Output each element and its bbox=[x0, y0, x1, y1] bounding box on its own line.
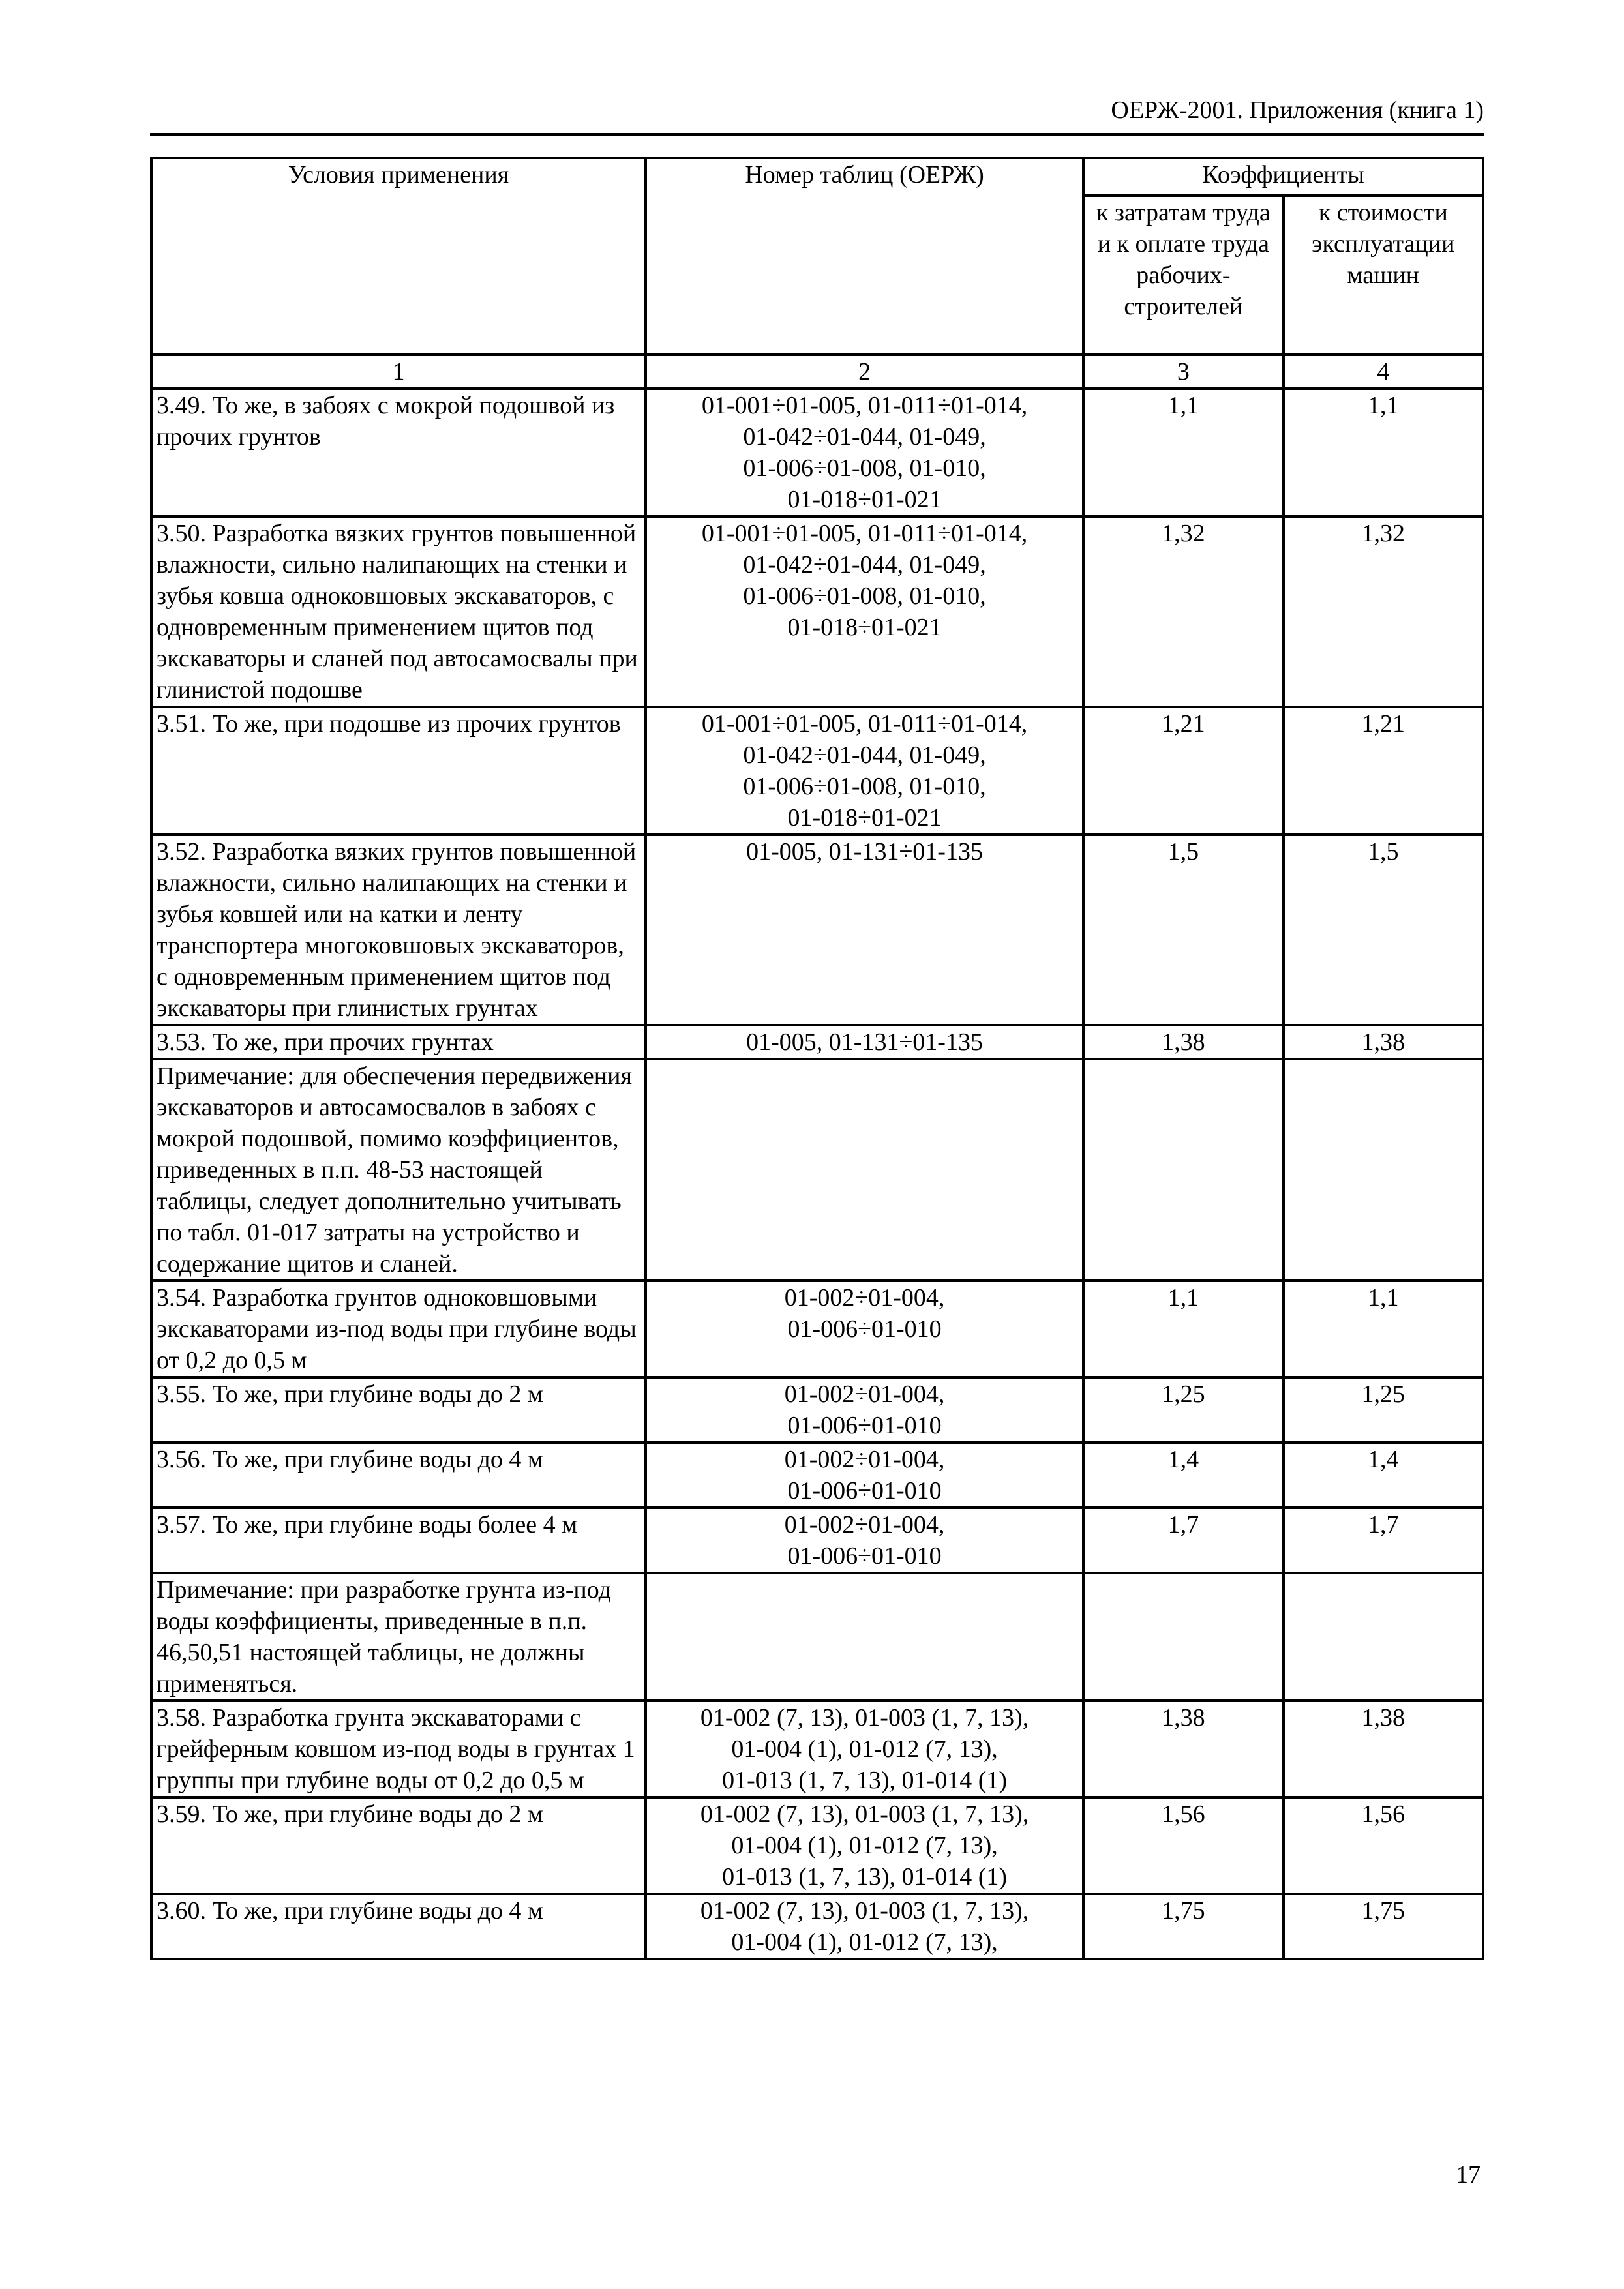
table-number-line: 01-013 (1, 7, 13), 01-014 (1) bbox=[722, 1767, 1008, 1794]
table-row bbox=[151, 707, 1483, 835]
condition-cell: 3.53. То же, при прочих грунтах bbox=[151, 1025, 646, 1059]
table-row bbox=[151, 1508, 1483, 1573]
machines-coefficient-cell: 1,1 bbox=[1284, 389, 1483, 516]
machines-coefficient-cell: 1,7 bbox=[1284, 1508, 1483, 1573]
table-number-line: 01-006÷01-008, 01-010, bbox=[743, 455, 986, 482]
labor-coefficient-cell bbox=[1083, 1573, 1283, 1701]
table-row bbox=[151, 1281, 1483, 1377]
machines-coefficient-cell: 1,21 bbox=[1284, 707, 1483, 835]
labor-coefficient-cell: 1,75 bbox=[1083, 1894, 1283, 1959]
machines-coefficient-cell: 1,32 bbox=[1284, 516, 1483, 707]
table-numbers-cell bbox=[646, 1281, 1083, 1377]
condition-cell: 3.51. То же, при подошве из прочих грунтов bbox=[151, 707, 646, 835]
table-numbers-cell bbox=[646, 835, 1083, 1025]
table-row bbox=[151, 1443, 1483, 1508]
column-number: 4 bbox=[1284, 355, 1483, 389]
table-row bbox=[151, 389, 1483, 516]
labor-coefficient-cell: 1,38 bbox=[1083, 1025, 1283, 1059]
table-numbers-cell bbox=[646, 1443, 1083, 1508]
header-conditions: Условия применения bbox=[151, 158, 646, 355]
condition-cell: 3.59. То же, при глубине воды до 2 м bbox=[151, 1797, 646, 1894]
machines-coefficient-cell: 1,25 bbox=[1284, 1377, 1483, 1443]
table-row bbox=[151, 1377, 1483, 1443]
table-number-line: 01-013 (1, 7, 13), 01-014 (1) bbox=[722, 1863, 1008, 1891]
table-numbers-cell bbox=[646, 1025, 1083, 1059]
table-number-line: 01-001÷01-005, 01-011÷01-014, bbox=[701, 392, 1028, 419]
labor-coefficient-cell: 1,21 bbox=[1083, 707, 1283, 835]
table-number-line: 01-018÷01-021 bbox=[787, 804, 942, 831]
table-numbers-cell bbox=[646, 1508, 1083, 1573]
header-table-numbers: Номер таблиц (ОЕРЖ) bbox=[646, 158, 1083, 355]
table-numbers-cell bbox=[646, 707, 1083, 835]
table-row bbox=[151, 1797, 1483, 1894]
condition-cell: Примечание: при разработке грунта из-под воды коэффициенты, приведенные в п.п. 46,50,51 настоящей таблицы, не должны применяться. bbox=[151, 1573, 646, 1701]
machines-coefficient-cell: 1,75 bbox=[1284, 1894, 1483, 1959]
table-body bbox=[151, 389, 1483, 1959]
machines-coefficient-cell bbox=[1284, 1573, 1483, 1701]
header-coefficients: Коэффициенты bbox=[1083, 158, 1483, 196]
table-number-line: 01-002÷01-004, bbox=[784, 1381, 945, 1408]
table-number-line: 01-005, 01-131÷01-135 bbox=[746, 838, 983, 865]
table-number-line: 01-042÷01-044, 01-049, bbox=[743, 741, 986, 769]
table-number-line: 01-006÷01-008, 01-010, bbox=[743, 773, 986, 800]
condition-cell: Примечание: для обеспечения передвижения экскаваторов и автосамосвалов в забоях с мокрой подошвой, помимо коэффициентов, приведенных в п.п. 48-53 настоящей таблицы, следует дополнительно учитывать по табл. 01-017 затраты на устройство и содержание щитов и сланей. bbox=[151, 1059, 646, 1281]
machines-coefficient-cell: 1,1 bbox=[1284, 1281, 1483, 1377]
header-machines: к стоимости эксплуатации машин bbox=[1284, 196, 1483, 355]
table-number-line: 01-002÷01-004, bbox=[784, 1446, 945, 1473]
column-number: 3 bbox=[1083, 355, 1283, 389]
table-numbers-cell bbox=[646, 389, 1083, 516]
header-title: ОЕРЖ-2001. Приложения (книга 1) bbox=[1111, 97, 1484, 124]
condition-cell: 3.60. То же, при глубине воды до 4 м bbox=[151, 1894, 646, 1959]
table-number-line: 01-006÷01-008, 01-010, bbox=[743, 582, 986, 610]
machines-coefficient-cell: 1,38 bbox=[1284, 1025, 1483, 1059]
machines-coefficient-cell: 1,56 bbox=[1284, 1797, 1483, 1894]
table-number-line: 01-006÷01-010 bbox=[787, 1542, 942, 1570]
table-number-line: 01-004 (1), 01-012 (7, 13), bbox=[731, 1735, 998, 1763]
table-number-line: 01-004 (1), 01-012 (7, 13), bbox=[731, 1832, 998, 1859]
table-row bbox=[151, 835, 1483, 1025]
table-numbers-cell bbox=[646, 1377, 1083, 1443]
table-number-line: 01-018÷01-021 bbox=[787, 614, 942, 641]
labor-coefficient-cell: 1,1 bbox=[1083, 1281, 1283, 1377]
table-numbers-cell bbox=[646, 1701, 1083, 1797]
condition-cell: 3.55. То же, при глубине воды до 2 м bbox=[151, 1377, 646, 1443]
table-row bbox=[151, 1573, 1483, 1701]
condition-cell: 3.56. То же, при глубине воды до 4 м bbox=[151, 1443, 646, 1508]
machines-coefficient-cell: 1,4 bbox=[1284, 1443, 1483, 1508]
table-number-line: 01-004 (1), 01-012 (7, 13), bbox=[731, 1928, 998, 1956]
table-number-line: 01-005, 01-131÷01-135 bbox=[746, 1028, 983, 1056]
table-numbers-cell bbox=[646, 1797, 1083, 1894]
table-number-line: 01-001÷01-005, 01-011÷01-014, bbox=[701, 520, 1028, 547]
labor-coefficient-cell: 1,7 bbox=[1083, 1508, 1283, 1573]
labor-coefficient-cell: 1,56 bbox=[1083, 1797, 1283, 1894]
labor-coefficient-cell: 1,5 bbox=[1083, 835, 1283, 1025]
table-numbers-cell bbox=[646, 1894, 1083, 1959]
labor-coefficient-cell: 1,4 bbox=[1083, 1443, 1283, 1508]
table-number-line: 01-002 (7, 13), 01-003 (1, 7, 13), bbox=[700, 1704, 1029, 1731]
table-numbers-cell bbox=[646, 1059, 1083, 1281]
labor-coefficient-cell: 1,32 bbox=[1083, 516, 1283, 707]
table-number-line: 01-042÷01-044, 01-049, bbox=[743, 551, 986, 578]
column-number: 1 bbox=[151, 355, 646, 389]
condition-cell: 3.58. Разработка грунта экскаваторами с грейферным ковшом из-под воды в грунтах 1 группы при глубине воды от 0,2 до 0,5 м bbox=[151, 1701, 646, 1797]
table-row bbox=[151, 1701, 1483, 1797]
page-header bbox=[150, 95, 1484, 136]
condition-cell: 3.52. Разработка вязких грунтов повышенной влажности, сильно налипающих на стенки и зубья ковшей или на катки и ленту транспортера многоковшовых экскаваторов, с одновременным применением щитов под экскаваторы при глинистых грунтах bbox=[151, 835, 646, 1025]
condition-cell: 3.49. То же, в забоях с мокрой подошвой из прочих грунтов bbox=[151, 389, 646, 516]
machines-coefficient-cell: 1,5 bbox=[1284, 835, 1483, 1025]
table-number-line: 01-002÷01-004, bbox=[784, 1284, 945, 1311]
table-number-line: 01-002 (7, 13), 01-003 (1, 7, 13), bbox=[700, 1897, 1029, 1924]
table-number-line: 01-001÷01-005, 01-011÷01-014, bbox=[701, 710, 1028, 738]
labor-coefficient-cell: 1,25 bbox=[1083, 1377, 1283, 1443]
table-numbers-cell bbox=[646, 1573, 1083, 1701]
labor-coefficient-cell bbox=[1083, 1059, 1283, 1281]
table-number-line: 01-042÷01-044, 01-049, bbox=[743, 423, 986, 451]
machines-coefficient-cell: 1,38 bbox=[1284, 1701, 1483, 1797]
labor-coefficient-cell: 1,1 bbox=[1083, 389, 1283, 516]
table-number-line: 01-002÷01-004, bbox=[784, 1511, 945, 1538]
condition-cell: 3.54. Разработка грунтов одноковшовыми экскаваторами из-под воды при глубине воды от 0,2 до 0,5 м bbox=[151, 1281, 646, 1377]
table-row bbox=[151, 516, 1483, 707]
table-numbers-cell bbox=[646, 516, 1083, 707]
machines-coefficient-cell bbox=[1284, 1059, 1483, 1281]
table-row bbox=[151, 1894, 1483, 1959]
column-number: 2 bbox=[646, 355, 1083, 389]
condition-cell: 3.50. Разработка вязких грунтов повышенной влажности, сильно налипающих на стенки и зубья ковша одноковшовых экскаваторов, с одновременным применением щитов под экскаваторы и сланей под автосамосвалы при глинистой подошве bbox=[151, 516, 646, 707]
table-number-line: 01-006÷01-010 bbox=[787, 1412, 942, 1439]
table-number-line: 01-018÷01-021 bbox=[787, 486, 942, 513]
condition-cell: 3.57. То же, при глубине воды более 4 м bbox=[151, 1508, 646, 1573]
header-labor: к затратам труда и к оплате труда рабочих-строителей bbox=[1083, 196, 1283, 355]
table-row bbox=[151, 1025, 1483, 1059]
coefficients-table bbox=[150, 157, 1484, 1960]
table-number-line: 01-002 (7, 13), 01-003 (1, 7, 13), bbox=[700, 1801, 1029, 1828]
labor-coefficient-cell: 1,38 bbox=[1083, 1701, 1283, 1797]
page-number: 17 bbox=[1456, 2161, 1481, 2189]
table-number-line: 01-006÷01-010 bbox=[787, 1315, 942, 1343]
table-number-line: 01-006÷01-010 bbox=[787, 1477, 942, 1504]
table-row bbox=[151, 1059, 1483, 1281]
